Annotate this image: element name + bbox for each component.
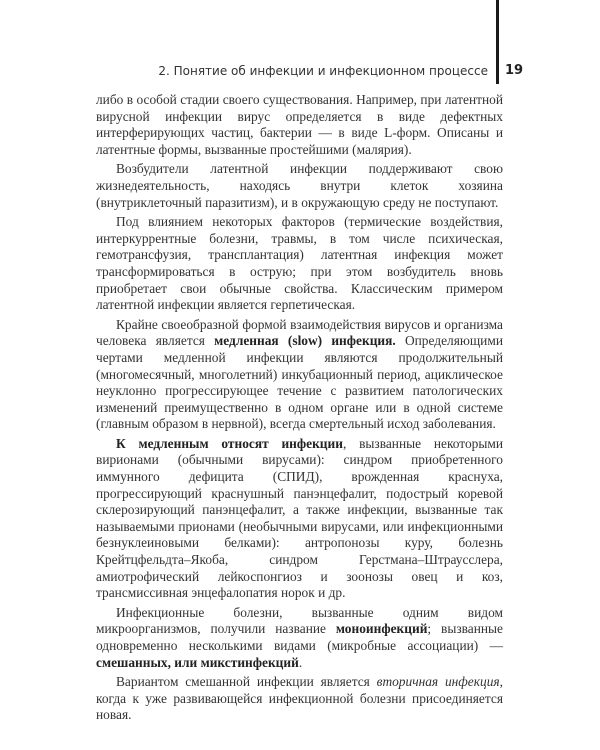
secondary-infection-term: вторичная инфекция: [376, 674, 500, 690]
mono-intro: Инфекционные болезни, вызванные одним видом микроорганизмов, получили название: [96, 604, 503, 637]
secondary-end: , когда к уже развивающейся инфекционной болезни присоединяется новая.: [96, 674, 503, 723]
paragraph-latent-forms: либо в особой стадии своего существования. Например, при латентной вирусной инфекции вирус определяется в виде дефектных интерферирующих частиц, бактерии — в виде L-форм. Описаны и латентные формы, вызванные простейшими (малярия).: [96, 92, 503, 157]
mixed-end: .: [298, 654, 303, 670]
mixed-infection-term: смешанных, или микстинфекций: [96, 654, 299, 670]
paragraph-secondary-infection: [96, 674, 503, 724]
slow-infection-term: медленная (slow) инфекция.: [214, 333, 396, 349]
slow-infection-intro: Крайне своеобразной формой взаимодействия вирусов и организма человека является: [96, 316, 503, 349]
paragraph-slow-infection-list: [96, 436, 503, 602]
secondary-intro: Вариантом смешанной инфекции является: [116, 674, 377, 690]
paragraph-latent-transformation: Под влиянием некоторых факторов (термические воздействия, интеркуррентные болезни, травмы, в том числе психическая, гемотрансфузия, трансплантация) латентная инфекция может трансформироваться в острую; при этом возбудитель вновь приобретает свои обычные свойства. Классическим примером латентной инфекции является герпетическая.: [96, 214, 503, 313]
header-vertical-rule: [496, 0, 499, 84]
paragraph-mono-mixed: [96, 605, 503, 671]
slow-infection-list-heading: К медленным относят инфекции: [116, 435, 343, 451]
running-head: 2. Понятие об инфекции и инфекционном процессе: [158, 64, 488, 78]
page-number: 19: [505, 63, 524, 78]
mono-infection-term: моноинфекций: [335, 621, 428, 637]
body-text: [96, 92, 503, 727]
mixed-intro: ; вызванные одновременно несколькими видами (микробные ассоциации) —: [96, 621, 503, 653]
slow-infection-list-text: , вызванные некоторыми вирионами (обычными вирусами): синдром приобретенного иммунного дефицита (СПИД), врожденная краснуха, прогрессирующий краснушный панэнцефалит, подострый коревой склерозирующий панэнцефалит, а также инфекции, вызванные так называемыми прионами (необычными вирусами, или инфекционными безнуклеиновыми белками): антропонозы куру, болезнь Крейтцфельдта–Якоба, синдром Герстмана–Штраусслера, амиотрофический лейкоспонгиоз и зоонозы овец и коз, трансмиссивная энцефалопатия норок и др.: [96, 435, 503, 601]
paragraph-slow-infection: [96, 317, 503, 433]
paragraph-latent-pathogens: Возбудители латентной инфекции поддерживают свою жизнедеятельность, находясь внутри клеток хозяина (внутриклеточный паразитизм), и в окружающую среду не поступают.: [96, 161, 503, 210]
slow-infection-description: Определяющими чертами медленной инфекции являются продолжительный (многомесячный, многолетний) инкубационный период, ациклическое неуклонно прогрессирующее течение с развитием патологических изменений преимущественно в одном органе или в одной системе (главным образом в нервной), всегда смертельный исход заболевания.: [96, 333, 503, 432]
